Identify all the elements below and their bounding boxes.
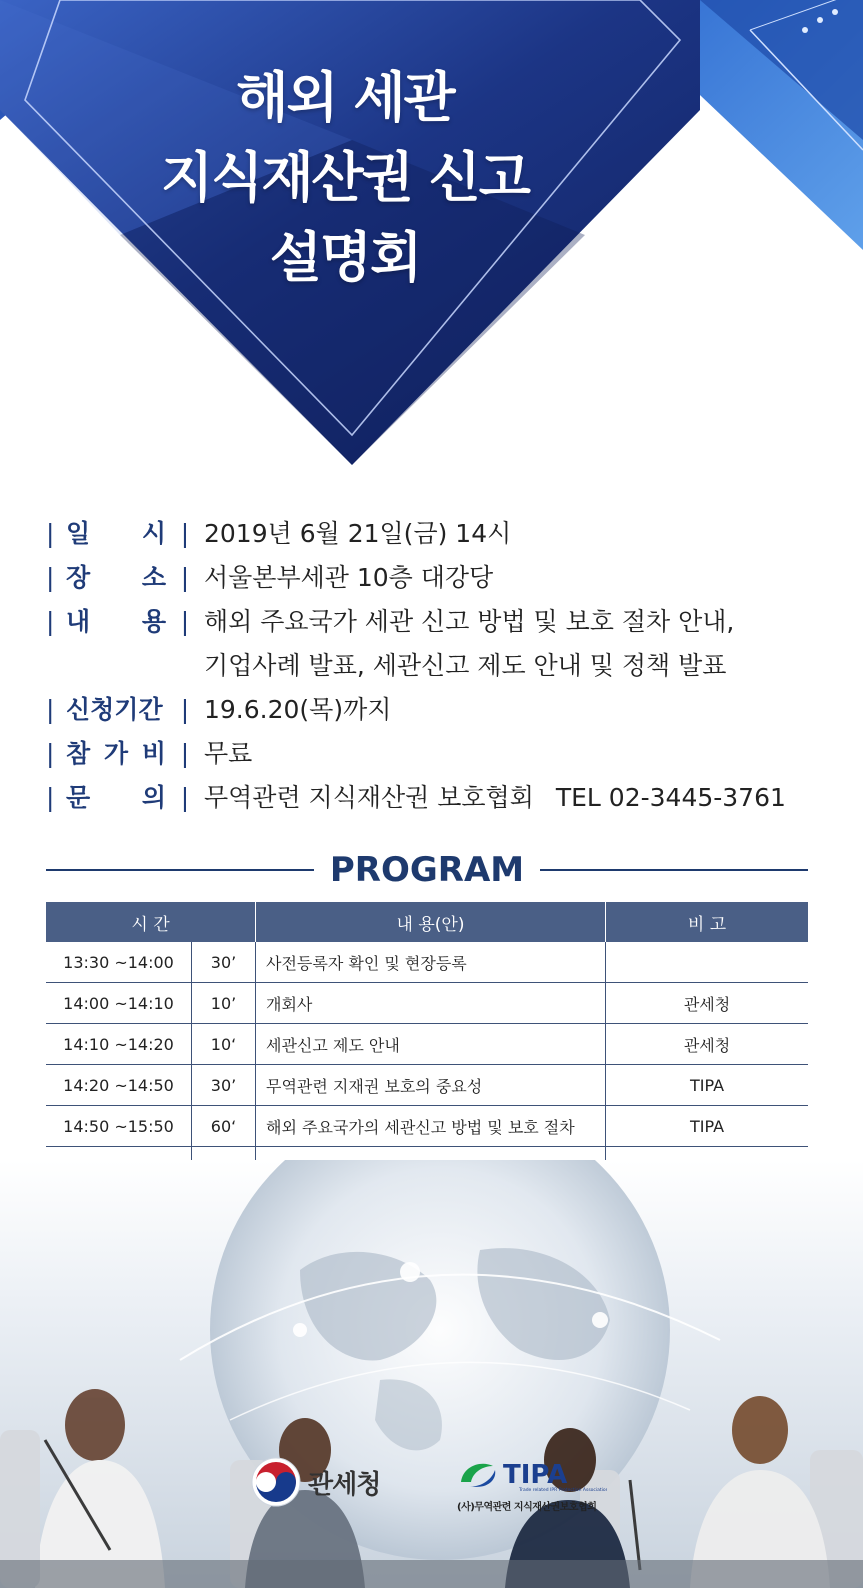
cell-content: 무역관련 지재권 보호의 중요성 <box>256 1065 606 1105</box>
contact-org: 무역관련 지식재산권 보호협회 <box>204 783 534 812</box>
kcs-logo-text: 관세청 <box>308 1469 381 1500</box>
cell-time: 14:20 ~14:50 <box>46 1065 192 1105</box>
divider-line <box>540 869 808 871</box>
info-row-contact <box>46 776 836 820</box>
info-row-deadline <box>46 688 836 732</box>
info-label <box>66 600 166 644</box>
cell-time: 14:00 ~14:10 <box>46 983 192 1023</box>
bar-mark: | <box>180 563 190 592</box>
table-row <box>46 942 808 983</box>
content-line-2: 기업사례 발표, 세관신고 제도 안내 및 정책 발표 <box>204 651 727 680</box>
bar-mark: | <box>180 695 190 724</box>
bar-mark: | <box>180 519 190 548</box>
cell-time: 13:30 ~14:00 <box>46 942 192 982</box>
cell-duration: 10‘ <box>192 1024 256 1064</box>
bar-mark: | <box>46 607 55 636</box>
info-value <box>204 600 836 688</box>
info-label <box>66 732 166 776</box>
hero-banner <box>0 0 863 480</box>
bar-mark: | <box>180 783 190 812</box>
bar-mark: | <box>180 607 190 636</box>
table-header <box>46 902 808 942</box>
cell-content: 해외 주요국가의 세관신고 방법 및 보호 절차 <box>256 1106 606 1146</box>
info-row-fee <box>46 732 836 776</box>
label-char: 일 <box>66 519 91 548</box>
label-char: 장 <box>66 563 91 592</box>
bar-mark: | <box>46 783 55 812</box>
globe-audience-graphic <box>0 1160 863 1588</box>
bar-mark: | <box>180 739 190 768</box>
tipa-emblem-icon <box>457 1456 607 1492</box>
table-row <box>46 1106 808 1147</box>
info-value: 19.6.20(목)까지 <box>204 695 392 724</box>
page-title <box>0 58 690 298</box>
cell-content: 세관신고 제도 안내 <box>256 1024 606 1064</box>
col-header-time: 시 간 <box>46 902 256 942</box>
label-char: 가 <box>103 739 129 768</box>
label-char: 신청기간 <box>66 695 163 724</box>
tipa-logo-wordmark: TIPA <box>503 1460 568 1490</box>
cell-note: TIPA <box>689 1075 725 1095</box>
tipa-logo-english: Trade related IPR Protection Association <box>519 1488 607 1492</box>
tipa-logo <box>457 1456 607 1513</box>
cell-duration: 30’ <box>192 1065 256 1105</box>
info-value <box>204 776 836 820</box>
cell-time: 14:10 ~14:20 <box>46 1024 192 1064</box>
info-label <box>66 776 166 820</box>
tipa-logo-korean: (사)무역관련 지식재산권보호협회 <box>457 1502 597 1513</box>
program-heading <box>46 848 808 892</box>
cell-note: 관세청 <box>683 994 731 1014</box>
cell-duration: 10’ <box>192 983 256 1023</box>
content-line-1: 해외 주요국가 세관 신고 방법 및 보호 절차 안내, <box>204 607 735 636</box>
table-row <box>46 1065 808 1106</box>
label-char: 내 <box>66 607 91 636</box>
cell-note: TIPA <box>689 1116 725 1136</box>
bar-mark: | <box>46 563 55 592</box>
label-char: 소 <box>141 563 166 592</box>
info-label <box>66 512 166 556</box>
divider-line <box>46 869 314 871</box>
cell-time: 14:50 ~15:50 <box>46 1106 192 1146</box>
label-char: 용 <box>141 607 166 636</box>
bottom-scene-illustration <box>0 1160 863 1588</box>
bar-mark: | <box>46 739 55 768</box>
cell-note <box>606 942 808 982</box>
info-row-content <box>46 600 836 688</box>
kcs-logo <box>250 1456 380 1508</box>
title-line-1: 해외 세관 <box>236 66 454 129</box>
info-value: 2019년 6월 21일(금) 14시 <box>204 519 512 548</box>
label-char: 의 <box>141 783 166 812</box>
bar-mark: | <box>46 695 55 724</box>
cell-duration: 30’ <box>192 942 256 982</box>
program-heading-text: PROGRAM <box>329 850 525 890</box>
info-value: 무료 <box>204 739 253 768</box>
info-value: 서울본부세관 10층 대강당 <box>204 563 494 592</box>
cell-content: 개회사 <box>256 983 606 1023</box>
label-char: 참 <box>66 739 91 768</box>
bar-mark: | <box>46 519 55 548</box>
info-label <box>66 688 166 732</box>
title-line-3: 설명회 <box>269 226 421 289</box>
event-info <box>46 512 836 820</box>
label-char: 문 <box>66 783 91 812</box>
col-header-note: 비 고 <box>687 914 727 935</box>
col-header-content: 내 용(안) <box>256 902 606 942</box>
table-row <box>46 983 808 1024</box>
title-line-2: 지식재산권 신고 <box>161 146 529 209</box>
label-char: 비 <box>141 739 166 768</box>
cell-note: 관세청 <box>683 1035 731 1055</box>
info-label <box>66 556 166 600</box>
cell-duration: 60‘ <box>192 1106 256 1146</box>
taegeuk-emblem-icon <box>250 1456 302 1508</box>
info-row-venue <box>46 556 836 600</box>
cell-content: 사전등록자 확인 및 현장등록 <box>256 942 606 982</box>
table-row <box>46 1024 808 1065</box>
label-char: 시 <box>141 519 166 548</box>
contact-tel: TEL 02-3445-3761 <box>555 783 786 812</box>
info-row-date <box>46 512 836 556</box>
